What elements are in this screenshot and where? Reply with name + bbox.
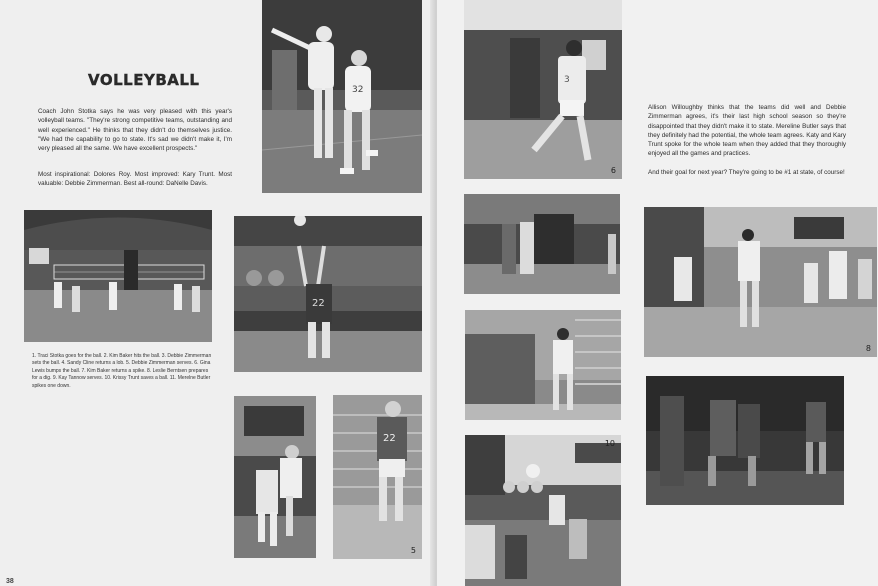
photo-captions: 1. Traci Stotka goes for the ball. 2. Kim Baker hits the ball. 3. Debbie Zimmerman sets the ball. 4. Sandy Cline returns a lob. 5. Debbie Zimmerman serves. 6. Gina Lewis bumps the ball. 7. Kim Baker returns a spike. 8. Leslie Berntsen prepares for a dig. 9. Kay Tannow serves. 10. Krissy Trunt saves a ball. 11. Merelne Butler spikes one down. [32,353,212,389]
jersey-number: 3 [564,75,570,85]
right-paragraph-2: And their goal for next year? They're going to be #1 at state, of course! [648,169,845,176]
photo-team-dark [464,194,620,294]
photo-practice [644,207,877,357]
photo-tigers-player [464,0,622,179]
left-page [0,0,437,586]
photo-player-bump [465,310,621,420]
right-page [437,0,878,586]
jersey-number: 32 [352,85,364,95]
jersey-number: 22 [383,433,396,444]
photo-players-dark [646,376,844,505]
photo-game-action [465,435,621,586]
photo-gym-wide [24,210,212,342]
photo-two-players [234,396,316,558]
awards-paragraph: Most inspirational: Dolores Roy. Most improved: Kary Trunt. Most valuable: Debbie Zimmerman. Best all-round: DaNelle Davis. [38,171,232,188]
jersey-number: 22 [312,298,325,309]
photo-player-spike [234,216,422,372]
photo-number: 6 [610,166,616,175]
photo-players-jumping [262,0,422,193]
photo-number: 5 [410,546,416,555]
page-title: VOLLEYBALL [88,71,200,89]
photo-number: 10 [604,439,615,448]
photo-number: 8 [865,344,871,353]
intro-paragraph: Coach John Stotka says he was very pleased with this year's volleyball teams. "They're strong competitive teams, outstanding and well experienced." He thinks that they didn't do themselves justice. "We had the capability to go to state. It's sad we didn't make it, I'm very pleased all the same. We have excellent prospects." [38,108,232,153]
right-paragraph-1: Allison Willoughby thinks that the teams did well and Debbie Zimmerman agrees, it's their last high school season so they're disappointed that they didn't make it to state. Mereline Butler says that they definitely had the potential, the whole team agrees. Katy and Kary Trunt spoke for the whole team when they added that they thoroughly enjoyed all the games and practices. [648,104,846,158]
photo-player-22 [333,395,422,559]
page-folio: 38 [6,578,14,585]
